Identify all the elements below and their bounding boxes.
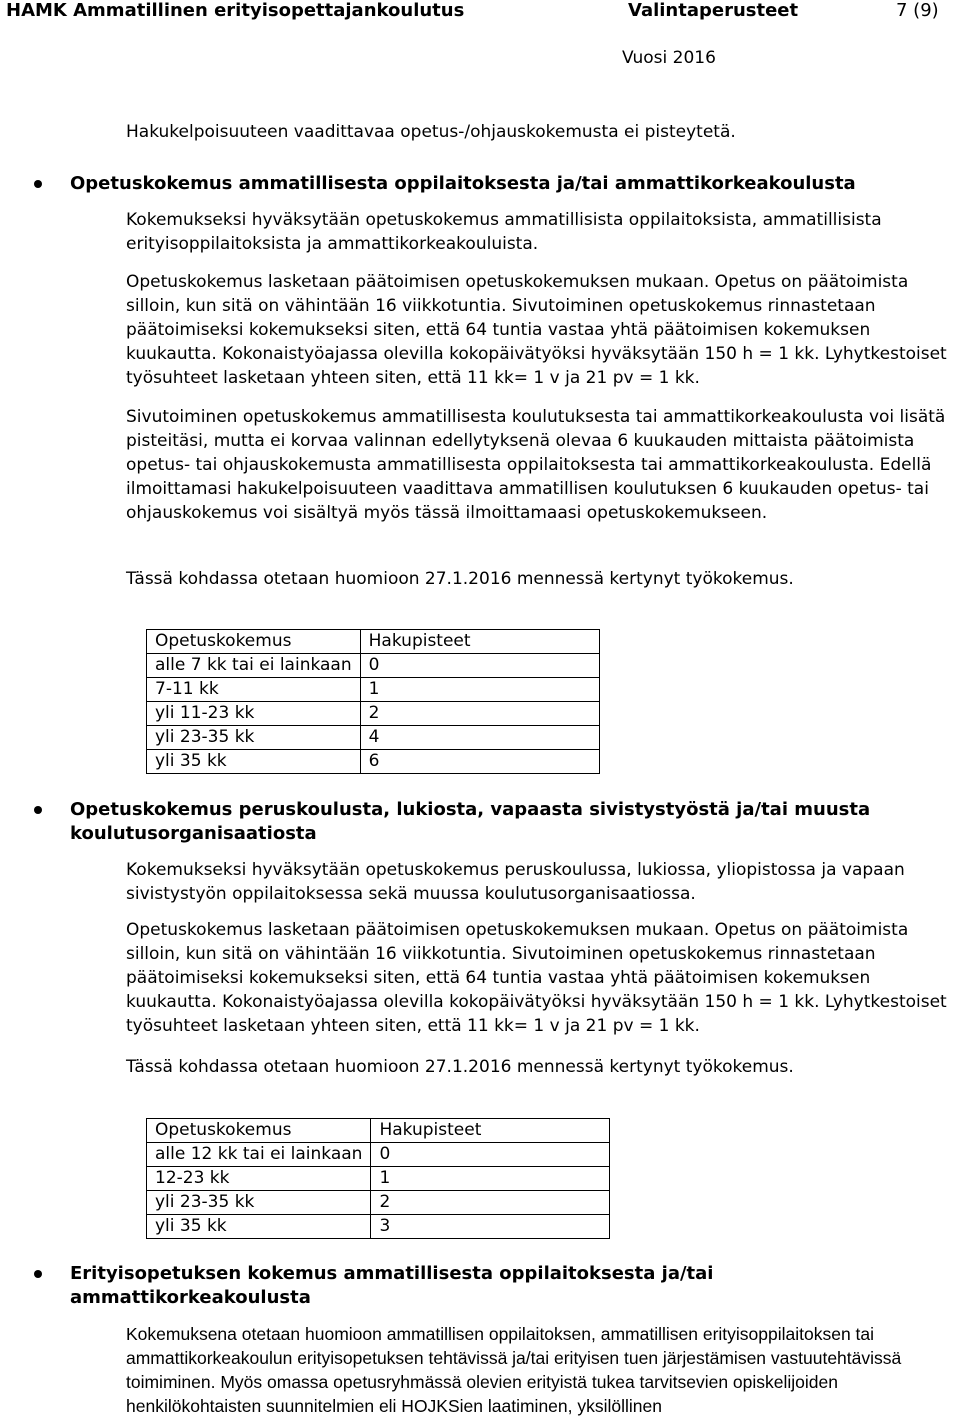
table-header-cell: Opetuskokemus	[147, 1119, 371, 1143]
bullet-icon	[34, 1270, 42, 1278]
table-row	[147, 1191, 610, 1215]
table-cell: yli 35 kk	[147, 750, 361, 774]
header-document-title: Valintaperusteet	[628, 0, 799, 21]
page-header	[6, 0, 956, 24]
table-header-row	[147, 630, 600, 654]
intro-paragraph: Hakukelpoisuuteen vaadittavaa opetus-/ohjauskokemusta ei pisteytetä.	[126, 122, 736, 142]
section1-paragraph-3: Sivutoiminen opetuskokemus ammatillisesta koulutuksesta tai ammattikorkeakoulusta voi lisätä pisteitäsi, mutta ei korvaa valinnan edellytyksenä olevaa 6 kuukauden mittaista päätoimista opetus- tai ohjauskokemusta ammatillisesta oppilaitoksesta tai ammattikorkeakoulusta. Edellä ilmoittamasi hakukelpoisuuteen vaadittava ammatillisen koulutuksen 6 kuukauden opetus- tai ohjauskokemus voi sisältyä myös tässä ilmoittamaasi opetuskokemukseen.	[126, 407, 946, 523]
section2-paragraph-1: Kokemukseksi hyväksytään opetuskokemus peruskoulussa, lukiossa, yliopistossa ja vapaan sivistystyön oppilaitoksessa sekä muussa koulutusorganisaatiossa.	[126, 860, 905, 904]
table-cell: 7-11 kk	[147, 678, 361, 702]
table-cell: 4	[360, 726, 599, 750]
table-cell: 0	[360, 654, 599, 678]
section3-paragraph-1: Kokemuksena otetaan huomioon ammatillisen oppilaitoksen, ammatillisen erityisoppilaitoksen tai ammattikorkeakoulun erityisopetuksen tehtävissä ja/tai erityisen tuen järjestämisen vastuutehtävissä toimiminen. Myös omassa opetusryhmässä olevien erityistä tukea tarvitsevien opiskelijoiden henkilökohtaisten suunnitelmien eli HOJKSien laatiminen, yksilöllinen	[126, 1324, 902, 1416]
table-header-row	[147, 1119, 610, 1143]
table-row	[147, 726, 600, 750]
section2-points-table	[146, 1118, 610, 1239]
table-row	[147, 654, 600, 678]
table-cell: 2	[360, 702, 599, 726]
bullet-icon	[34, 806, 42, 814]
section3-heading: Erityisopetuksen kokemus ammatillisesta oppilaitoksesta ja/tai ammattikorkeakoulusta	[70, 1263, 714, 1308]
table-cell: 2	[371, 1191, 610, 1215]
table-row	[147, 678, 600, 702]
header-page-number: 7 (9)	[896, 0, 939, 21]
section2-paragraph-2: Opetuskokemus lasketaan päätoimisen opetuskokemuksen mukaan. Opetus on päätoimista silloin, kun sitä on vähintään 16 viikkotuntia. Sivutoiminen opetuskokemus rinnastetaan päätoimiseksi kokemukseksi siten, että 64 tuntia vastaa yhtä päätoimisen kokemuksen kuukautta. Kokonaistyöajassa olevilla kokopäivätyöksi hyväksytään 150 h = 1 kk. Lyhytkestoiset työsuhteet lasketaan yhteen siten, että 11 kk= 1 v ja 21 pv = 1 kk.	[126, 920, 947, 1036]
table-row	[147, 1143, 610, 1167]
section1-paragraph-2: Opetuskokemus lasketaan päätoimisen opetuskokemuksen mukaan. Opetus on päätoimista silloin, kun sitä on vähintään 16 viikkotuntia. Sivutoiminen opetuskokemus rinnastetaan päätoimiseksi kokemukseksi siten, että 64 tuntia vastaa yhtä päätoimisen kokemuksen kuukautta. Kokonaistyöajassa olevilla kokopäivätyöksi hyväksytään 150 h = 1 kk. Lyhytkestoiset työsuhteet lasketaan yhteen siten, että 11 kk= 1 v ja 21 pv = 1 kk.	[126, 272, 947, 388]
header-institution: HAMK Ammatillinen erityisopettajankoulutus	[6, 0, 465, 21]
table-cell: yli 23-35 kk	[147, 726, 361, 750]
section1-paragraph-4: Tässä kohdassa otetaan huomioon 27.1.2016 mennessä kertynyt työkokemus.	[126, 569, 794, 589]
table-cell: yli 11-23 kk	[147, 702, 361, 726]
header-year: Vuosi 2016	[622, 48, 716, 68]
table-cell: yli 23-35 kk	[147, 1191, 371, 1215]
table-cell: 3	[371, 1215, 610, 1239]
table-cell: 6	[360, 750, 599, 774]
table-cell: 1	[360, 678, 599, 702]
table-cell: 12-23 kk	[147, 1167, 371, 1191]
section2-heading: Opetuskokemus peruskoulusta, lukiosta, vapaasta sivistystyöstä ja/tai muusta koulutusorganisaatiosta	[70, 799, 871, 844]
table-cell: yli 35 kk	[147, 1215, 371, 1239]
table-header-cell: Hakupisteet	[371, 1119, 610, 1143]
table-row	[147, 750, 600, 774]
table-cell: 1	[371, 1167, 610, 1191]
section1-heading: Opetuskokemus ammatillisesta oppilaitoksesta ja/tai ammattikorkeakoulusta	[70, 173, 856, 194]
section1-paragraph-1: Kokemukseksi hyväksytään opetuskokemus ammatillisista oppilaitoksista, ammatillisista erityisoppilaitoksista ja ammattikorkeakouluista.	[126, 210, 882, 254]
table-row	[147, 1215, 610, 1239]
table-cell: 0	[371, 1143, 610, 1167]
table-cell: alle 12 kk tai ei lainkaan	[147, 1143, 371, 1167]
section2-paragraph-3: Tässä kohdassa otetaan huomioon 27.1.2016 mennessä kertynyt työkokemus.	[126, 1057, 794, 1077]
bullet-icon	[34, 180, 42, 188]
table-header-cell: Hakupisteet	[360, 630, 599, 654]
table-row	[147, 702, 600, 726]
section1-points-table	[146, 629, 600, 774]
table-cell: alle 7 kk tai ei lainkaan	[147, 654, 361, 678]
table-header-cell: Opetuskokemus	[147, 630, 361, 654]
table-row	[147, 1167, 610, 1191]
